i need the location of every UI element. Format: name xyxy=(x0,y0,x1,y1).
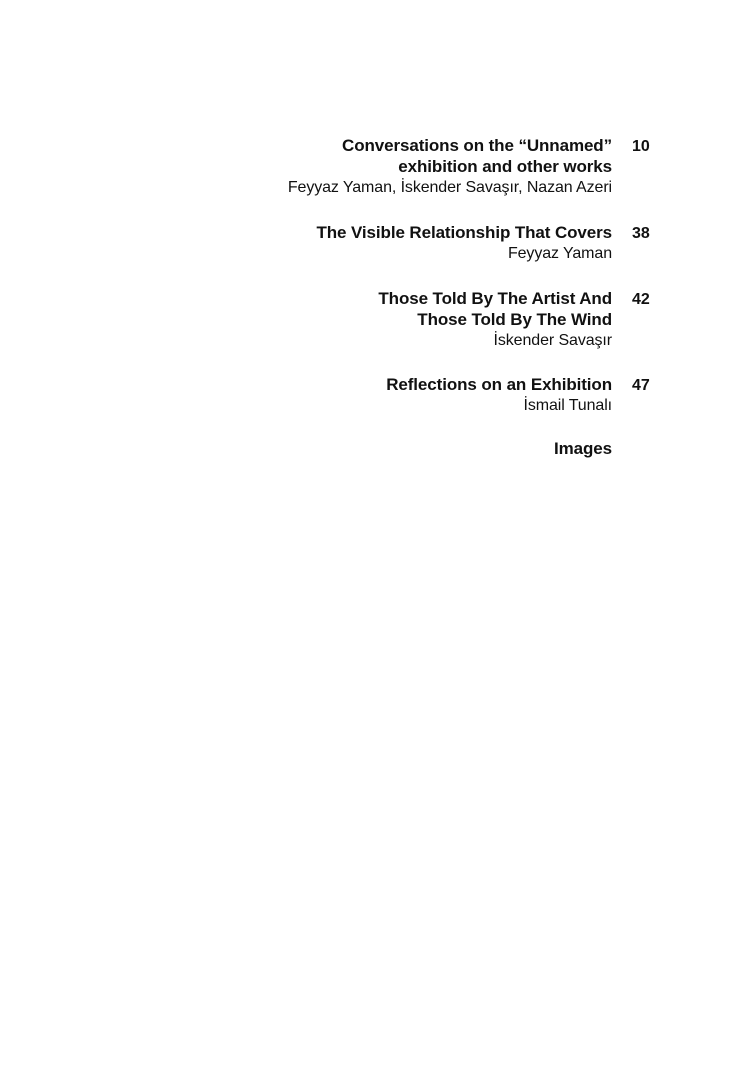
toc-title-line: Those Told By The Wind xyxy=(417,310,612,329)
toc-entry-title xyxy=(132,135,612,177)
toc-entry-title xyxy=(132,438,612,459)
toc-entry-title xyxy=(132,374,612,395)
toc-entry-conversations[interactable] xyxy=(132,135,612,199)
toc-entry-title xyxy=(132,222,612,243)
toc-title-line: The Visible Relationship That Covers xyxy=(316,223,612,242)
toc-entry-author: İsmail Tunalı xyxy=(523,397,612,414)
toc-title-line: Reflections on an Exhibition xyxy=(386,375,612,394)
toc-title-line: Images xyxy=(554,439,612,458)
toc-entry-images[interactable] xyxy=(132,438,612,459)
toc-entry-those-told[interactable] xyxy=(132,288,612,352)
toc-title-line: exhibition and other works xyxy=(398,157,612,176)
toc-title-line: Those Told By The Artist And xyxy=(378,289,612,308)
toc-page-number: 47 xyxy=(632,377,650,394)
toc-entry-visible-relationship[interactable] xyxy=(132,222,612,265)
toc-page-number: 10 xyxy=(632,138,650,155)
toc-page-number: 38 xyxy=(632,225,650,242)
toc-title-line: Conversations on the “Unnamed” xyxy=(342,136,612,155)
toc-page-number: 42 xyxy=(632,291,650,308)
toc-entry-reflections[interactable] xyxy=(132,374,612,417)
toc-entry-title xyxy=(132,288,612,330)
toc-entry-author: Feyyaz Yaman xyxy=(507,245,612,262)
toc-entry-author: İskender Savaşır xyxy=(493,332,612,349)
toc-entry-author: Feyyaz Yaman, İskender Savaşır, Nazan Azeri xyxy=(287,179,612,196)
